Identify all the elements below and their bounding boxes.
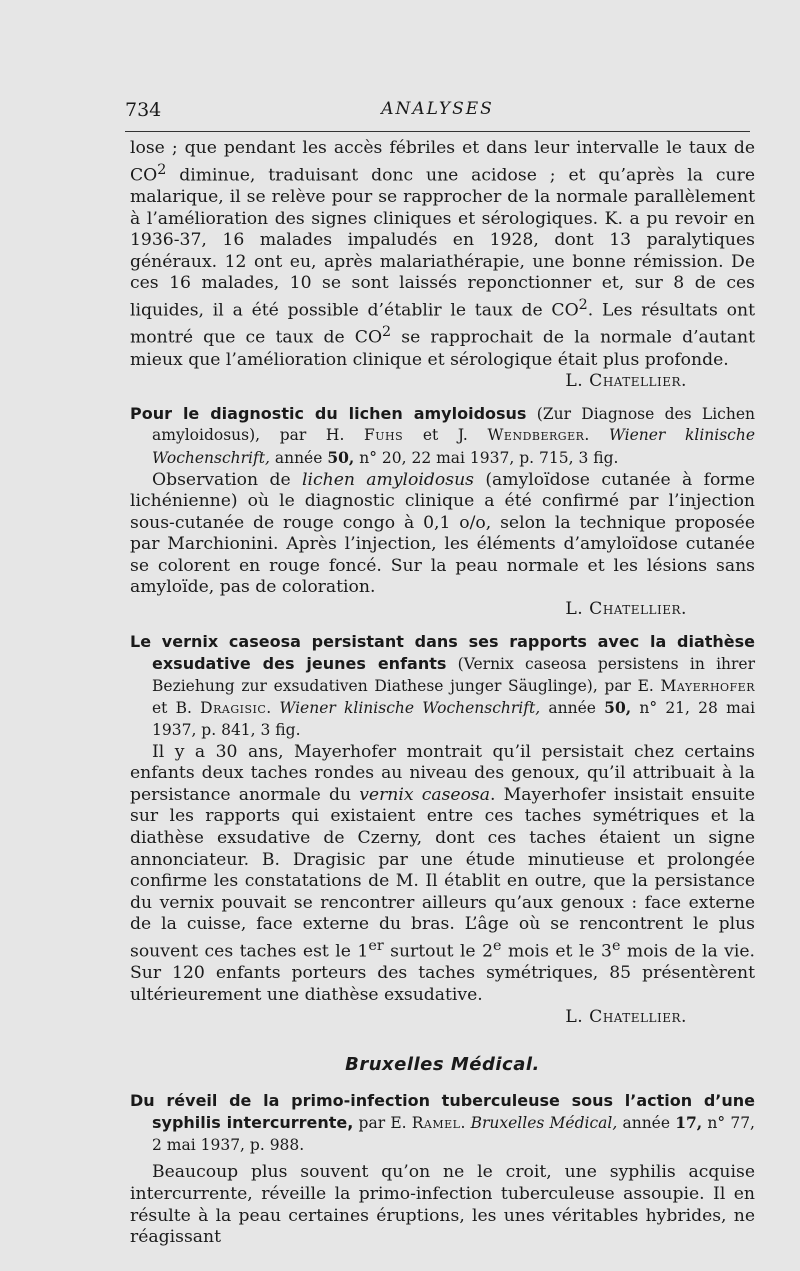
running-header xyxy=(125,95,750,125)
article-title: Le vernix caseosa persistant dans ses rapports avec la diathèse exsudative des jeunes enfants xyxy=(130,631,755,674)
article-heading: Du réveil de la primo-infection tuberculeuse sous l’action d’une syphilis intercurrente, par E. Ramel. Bruxelles Médical, année 17, n° 77, 2 mai 1937, p. 988. xyxy=(130,1090,755,1154)
running-title: ANALYSES xyxy=(381,99,494,119)
article-body: Observation de lichen amyloidosus (amyloïdose cutanée à forme lichénienne) où le diagnostic clinique a été confirmé par l’injection sous-cutanée de rouge congo à 0,1 o/o, selon la technique proposée par Marchionini. Après l’injection, les éléments d’amyloïdose cutanée se colorent en rouge foncé. Sur la peau normale et les lésions sans amyloïde, pas de coloration. xyxy=(130,469,755,598)
article-title: Pour le diagnostic du lichen amyloidosus xyxy=(130,403,527,423)
article-heading: Le vernix caseosa persistant dans ses rapports avec la diathèse exsudative des jeunes enfants (Vernix caseosa persistens in ihrer Beziehung zur exsudativen Diathese junger Säuglinge), par E. Mayerhofer et B. Dragisic. Wiener klinische Wochenschrift, année 50, n° 21, 28 mai 1937, p. 841, 3 fig. xyxy=(130,631,756,740)
article-body: Beaucoup plus souvent qu’on ne le croit, une syphilis acquise intercurrente, réveille la primo-infection tuberculeuse assoupie. Il en résulte à la peau certaines éruptions, les unes véritables hybrides, ne réagissant xyxy=(130,1162,755,1248)
page-number: 734 xyxy=(125,99,162,121)
signature: L. Chatellier. xyxy=(565,599,687,620)
journal-heading: Bruxelles Médical. xyxy=(345,1054,540,1076)
article-title: Du réveil de la primo-infection tuberculeuse sous l’action d’une syphilis intercurrente, xyxy=(130,1090,755,1133)
continuation-paragraph: lose ; que pendant les accès fébriles et dans leur intervalle le taux de $CO^2$ diminue, traduisant donc une acidose ; et qu’après la cure malarique, il se relève pour se rapprocher de la normale parallèlement à l’amélioration des signes cliniques et sérologiques. K. a pu revoir en 1936-37, 16 malades impaludés en 1928, dont 13 paralytiques généraux. 12 ont eu, après malariathérapie, une bonne rémission. De ces 16 malades, 10 se sont laissés reponctionner et, sur 8 de ces liquides, il a été possible d’établir le taux de $CO^2$. Les résultats ont montré que ce taux de $CO^2$ se rapprochait de la normale d’autant mieux que l’amélioration clinique et sérologique était plus profonde. xyxy=(130,138,756,370)
signature: L. Chatellier. xyxy=(565,1006,687,1027)
article-heading: Pour le diagnostic du lichen amyloidosus (Zur Diagnose des Lichen amyloidosus), par H. Fuhs et J. Wendberger. Wiener klinische Wochenschrift, année 50, n° 20, 22 mai 1937, p. 715, 3 fig. xyxy=(130,403,756,467)
header-rule xyxy=(125,131,750,132)
signature: L. Chatellier. xyxy=(565,371,687,392)
article-body: Il y a 30 ans, Mayerhofer montrait qu’il persistait chez certains enfants deux taches rondes au niveau des genoux, qu’il attribuait à la persistance anormale du vernix caseosa. Mayerhofer insistait ensuite sur les rapports qui existaient entre ces taches symétriques et la diathèse exsudative de Czerny, dont ces taches étaient un signe annonciateur. B. Dragisic par une étude minutieuse et prolongée confirme les constatations de M. Il établit en outre, que la persistance du vernix pouvait se rencontrer ailleurs qu’aux genoux : face externe de la cuisse, face externe du bras. L’âge où se rencontrent le plus souvent ces taches est le 1er surtout le 2e mois et le 3e mois de la vie. Sur 120 enfants porteurs des taches symétriques, 85 présentèrent ultérieurement une diathèse exsudative. xyxy=(130,741,756,1005)
page-body xyxy=(130,138,755,1249)
